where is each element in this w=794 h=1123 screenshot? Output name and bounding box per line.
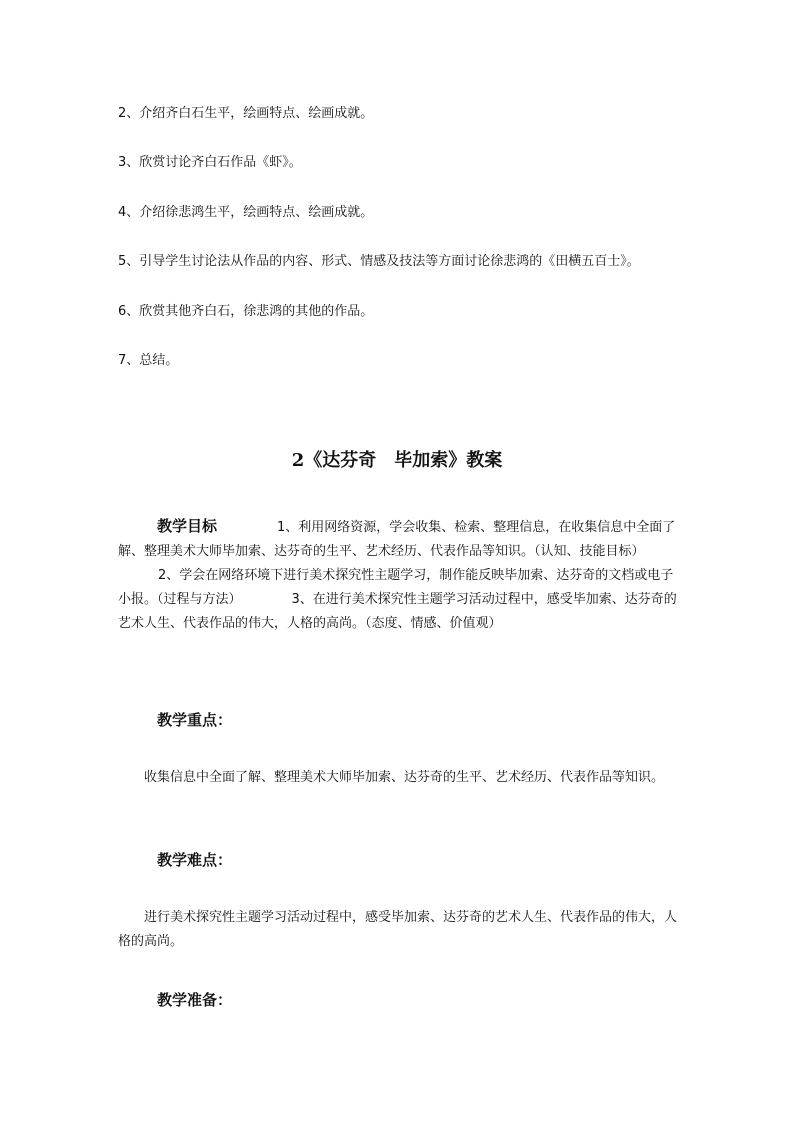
- key-points-text: 收集信息中全面了解、整理美术大师毕加索、达芬奇的生平、艺术经历、代表作品等知识。: [144, 770, 665, 785]
- page-title: 2《达芬奇 毕加索》教案: [291, 450, 503, 471]
- list-item: 7、总结。: [118, 353, 179, 368]
- difficulties-paragraph: [118, 906, 678, 954]
- objectives-heading: 教学目标: [157, 517, 218, 535]
- objective-3: 3、在进行美术探究性主题学习活动过程中，感受毕加索、达芬奇的艺术人生、代表作品的伟大，人格的高尚。（态度、情感、价值观）: [118, 592, 677, 631]
- list-item: 3、欣赏讨论齐白石作品《虾》。: [118, 155, 302, 170]
- list-item: 5、引导学生讨论法从作品的内容、形式、情感及技法等方面讨论徐悲鸿的《田横五百士》。: [118, 254, 640, 269]
- objectives-paragraph: [118, 514, 678, 636]
- key-points-paragraph: [118, 766, 678, 790]
- difficulties-heading: 教学难点：: [157, 851, 233, 869]
- key-points-heading: 教学重点：: [157, 711, 233, 729]
- list-item: 6、欣赏其他齐白石，徐悲鸿的其他的作品。: [118, 304, 374, 319]
- objective-1: 1、利用网络资源，学会收集、检索、整理信息，在收集信息中全面了解、整理美术大师毕加索、达芬奇的生平、艺术经历、代表作品等知识。（认知、技能目标）: [118, 520, 676, 559]
- difficulties-text: 进行美术探究性主题学习活动过程中，感受毕加索、达芬奇的艺术人生、代表作品的伟大，人格的高尚。: [118, 910, 678, 949]
- objective-2: 2、学会在网络环境下进行美术探究性主题学习，制作能反映毕加索、达芬奇的文档或电子小报。（过程与方法）: [118, 568, 674, 607]
- preparation-heading: 教学准备：: [157, 991, 233, 1009]
- list-item: 2、介绍齐白石生平，绘画特点、绘画成就。: [118, 106, 374, 121]
- list-item: 4、介绍徐悲鸿生平，绘画特点、绘画成就。: [118, 205, 374, 220]
